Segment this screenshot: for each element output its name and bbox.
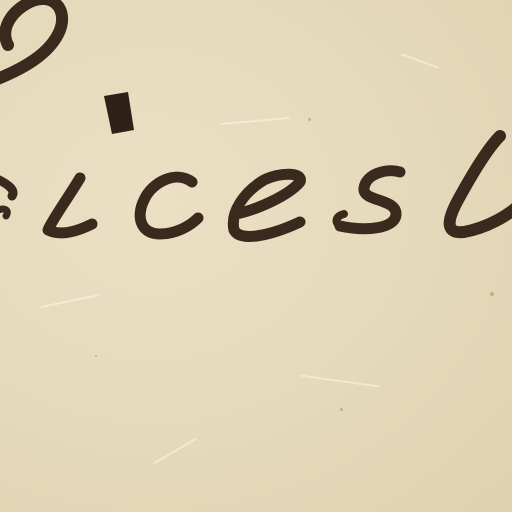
- upper-flourish-stroke: [0, 0, 62, 80]
- letter-i-stroke: [48, 178, 92, 233]
- partial-letter-stroke: [0, 178, 13, 196]
- letter-i-dot: [104, 92, 134, 134]
- letter-c-stroke: [140, 177, 198, 234]
- letter-e-stroke: [233, 174, 300, 236]
- partial-letter-stroke: [0, 209, 7, 216]
- letter-s-stroke: [340, 171, 400, 229]
- letter-s-hook: [337, 214, 344, 226]
- letter-b-stroke: [450, 136, 512, 232]
